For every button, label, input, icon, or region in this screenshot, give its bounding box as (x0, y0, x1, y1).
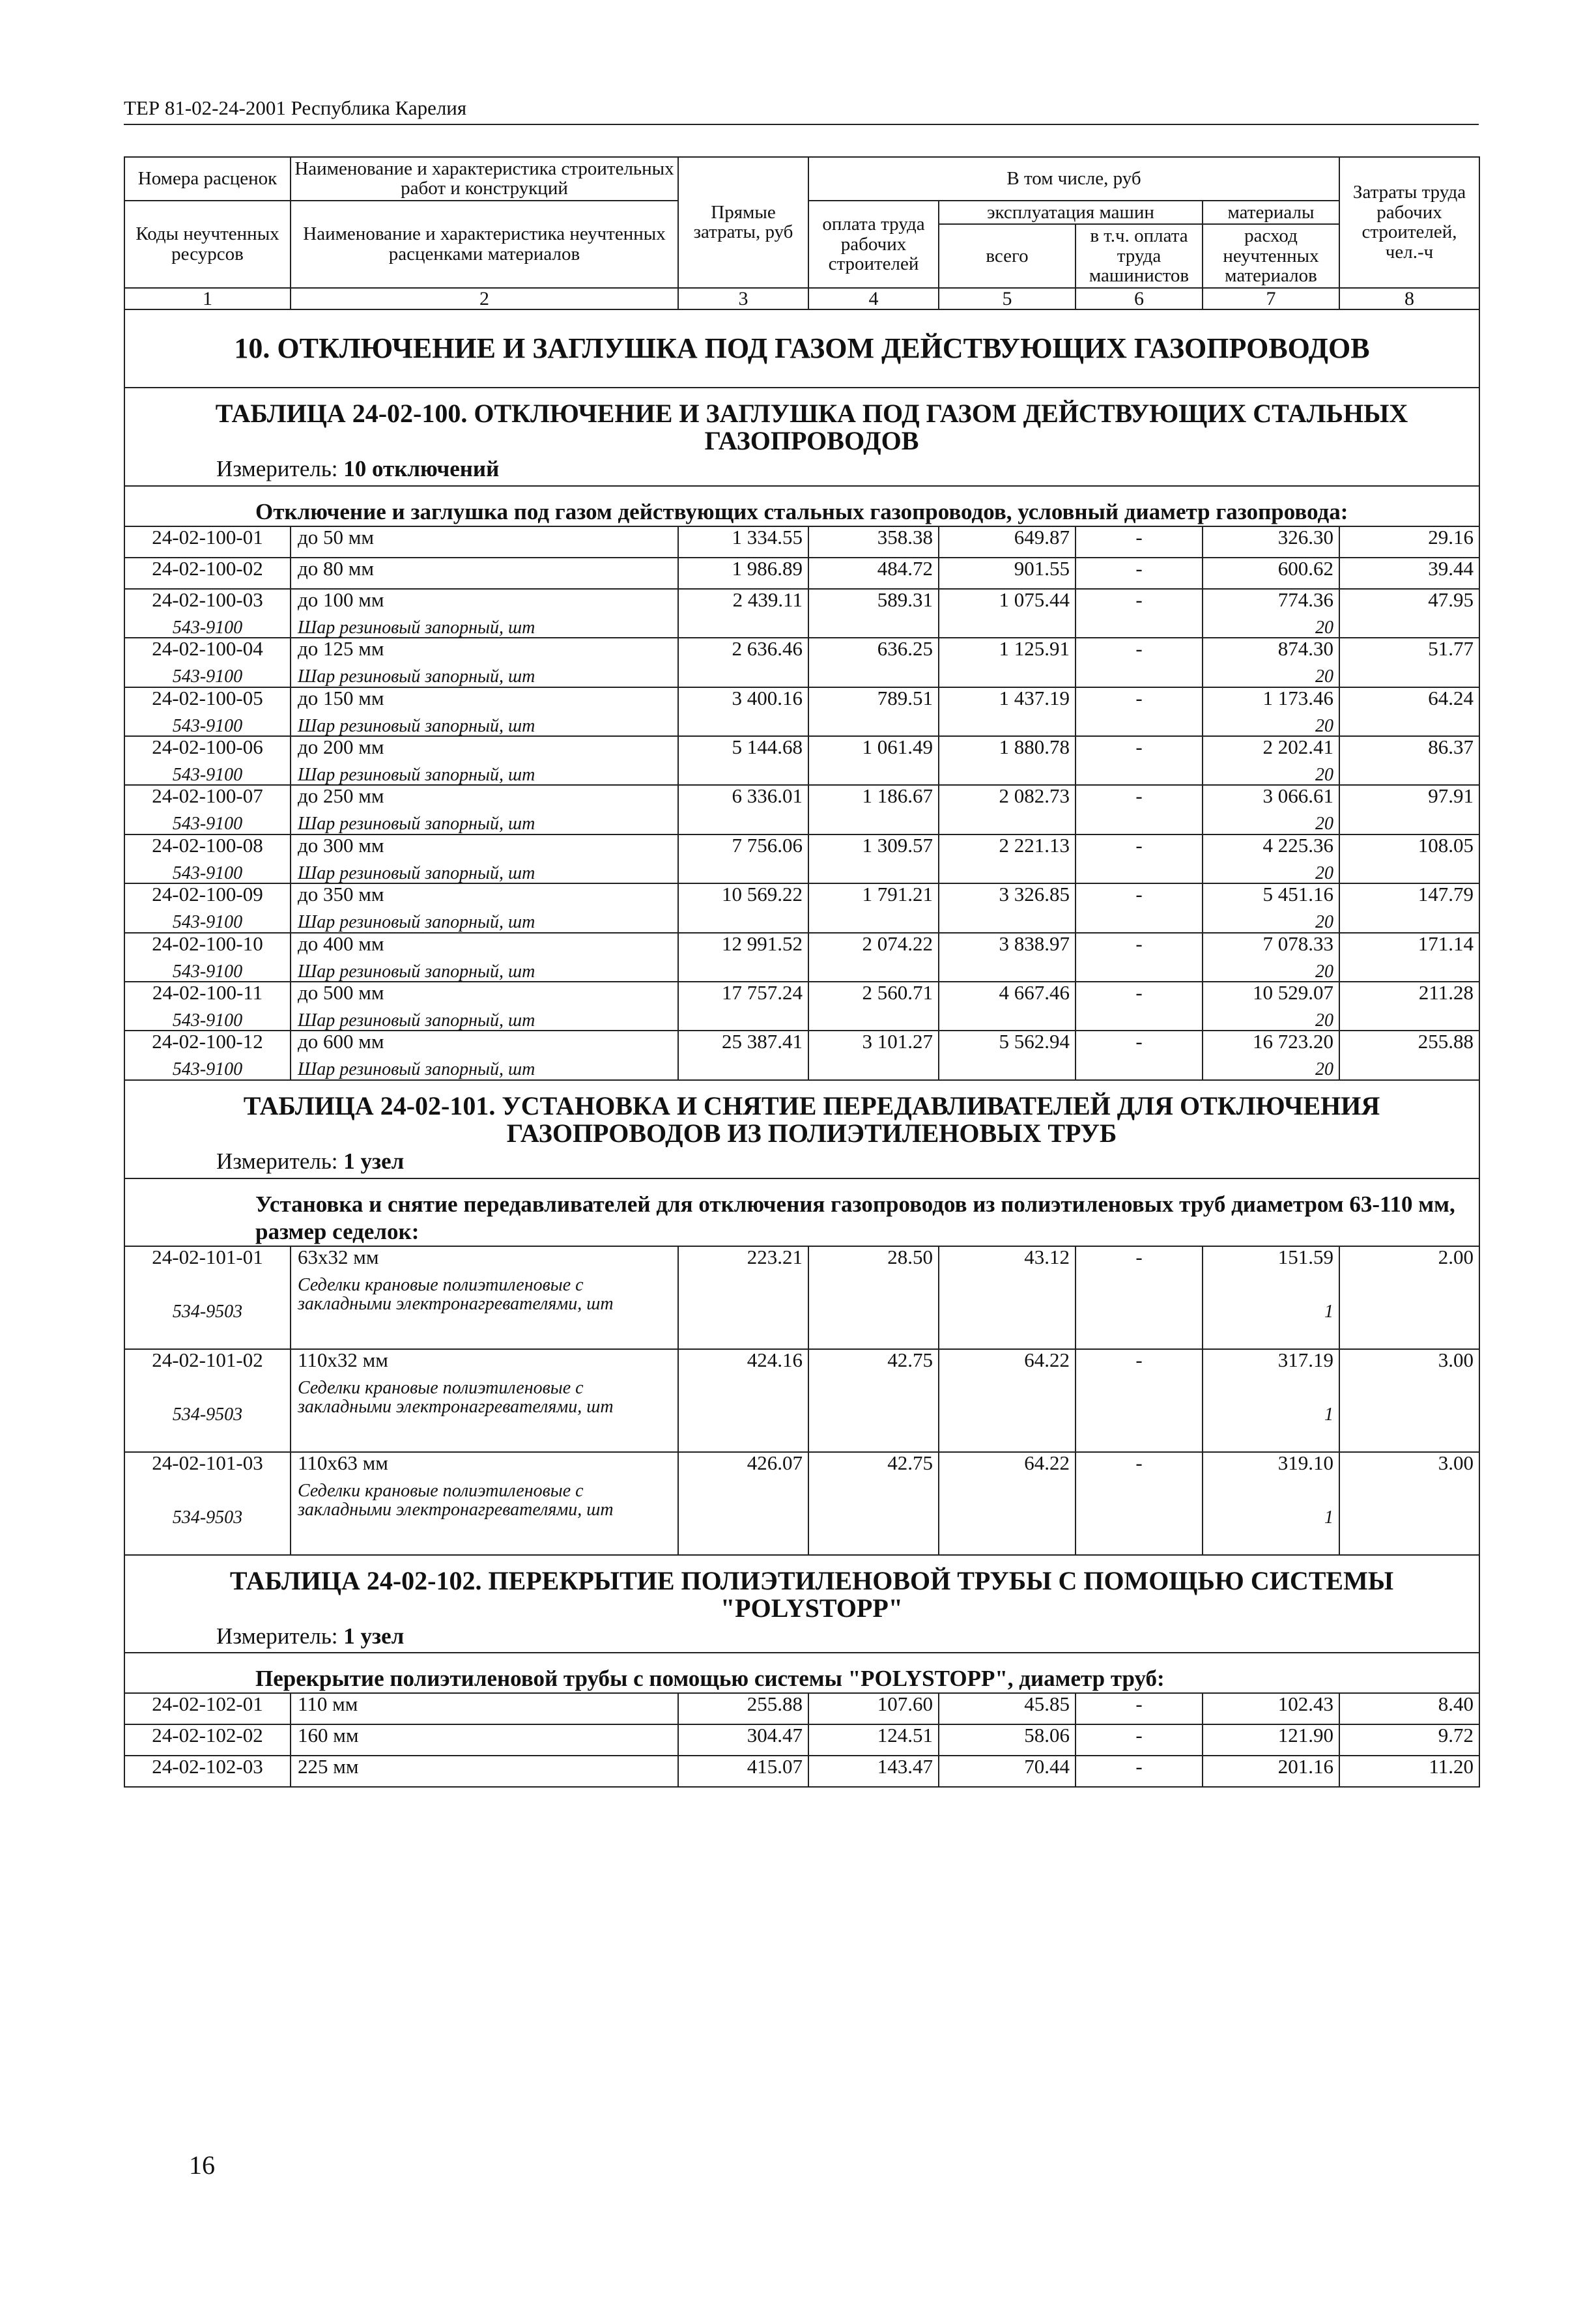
rate-code: 24-02-100-06 (124, 736, 291, 765)
meter-value: 1 узел (343, 1623, 405, 1649)
rate-code: 24-02-100-07 (124, 785, 291, 814)
resource-qty: 1 (1203, 1481, 1339, 1555)
column-number: 3 (678, 288, 808, 310)
resource-qty: 20 (1203, 864, 1339, 883)
materials-cost: 3 066.61 (1203, 785, 1339, 814)
labor-hours: 211.28 (1339, 982, 1479, 1031)
resource-qty: 20 (1203, 618, 1339, 638)
meter-row (124, 455, 1479, 486)
materials-cost: 1 173.46 (1203, 687, 1339, 717)
machinist-wages: - (1076, 1724, 1203, 1756)
table-title: ТАБЛИЦА 24-02-100. ОТКЛЮЧЕНИЕ И ЗАГЛУШКА ПОД ГАЗОМ ДЕЙСТВУЮЩИХ СТАЛЬНЫХ ГАЗОПРОВОДОВ (124, 388, 1479, 455)
group-title: Перекрытие полиэтиленовой трубы с помощью системы "POLYSTOPP", диаметр труб: (124, 1653, 1479, 1693)
work-name: до 80 мм (291, 558, 678, 589)
table-row (124, 1452, 1479, 1481)
meter (124, 1622, 1479, 1653)
machinist-wages: - (1076, 834, 1203, 883)
work-name: до 150 мм (291, 687, 678, 717)
resource-code: 543-9100 (124, 814, 291, 834)
labor-hours: 51.77 (1339, 638, 1479, 687)
section-row (124, 309, 1479, 388)
col-codes-top: Номера расценок (124, 157, 291, 201)
col-direct-costs: Прямые затраты, руб (678, 157, 808, 288)
wages: 2 560.71 (808, 982, 939, 1031)
resource-code: 543-9100 (124, 667, 291, 687)
labor-hours: 255.88 (1339, 1031, 1479, 1079)
materials-cost: 2 202.41 (1203, 736, 1339, 765)
column-number: 4 (808, 288, 939, 310)
wages: 636.25 (808, 638, 939, 687)
resource-code: 543-9100 (124, 962, 291, 982)
table-row (124, 736, 1479, 765)
resource-name: Шар резиновый запорный, шт (291, 667, 678, 687)
direct-cost: 415.07 (678, 1756, 808, 1787)
table-row (124, 834, 1479, 864)
work-name: до 200 мм (291, 736, 678, 765)
group-row (124, 486, 1479, 526)
rate-code: 24-02-102-03 (124, 1756, 291, 1787)
table-row (124, 1246, 1479, 1276)
labor-hours: 97.91 (1339, 785, 1479, 834)
meter-label: Измеритель: (216, 1148, 338, 1174)
resource-qty: 20 (1203, 765, 1339, 785)
machines-total: 64.22 (939, 1349, 1076, 1452)
rate-code: 24-02-100-02 (124, 558, 291, 589)
direct-cost: 426.07 (678, 1452, 808, 1555)
direct-cost: 7 756.06 (678, 834, 808, 883)
labor-hours: 3.00 (1339, 1349, 1479, 1452)
resource-name: Шар резиновый запорный, шт (291, 1011, 678, 1031)
col-material-use: расход неучтенных материалов (1203, 224, 1339, 287)
table-row (124, 1031, 1479, 1060)
machines-total: 45.85 (939, 1693, 1076, 1724)
meter-value: 10 отключений (343, 456, 500, 482)
work-name: 110x63 мм (291, 1452, 678, 1481)
rate-code: 24-02-100-03 (124, 589, 291, 618)
labor-hours: 2.00 (1339, 1246, 1479, 1349)
table-row (124, 1724, 1479, 1756)
table-row (124, 687, 1479, 717)
materials-cost: 317.19 (1203, 1349, 1339, 1378)
machinist-wages: - (1076, 982, 1203, 1031)
header-row (124, 157, 1479, 201)
work-name: 110 мм (291, 1693, 678, 1724)
materials-cost: 319.10 (1203, 1452, 1339, 1481)
wages: 484.72 (808, 558, 939, 589)
column-number: 2 (291, 288, 678, 310)
resource-code: 543-9100 (124, 913, 291, 932)
work-name: до 100 мм (291, 589, 678, 618)
col-materials: материалы (1203, 201, 1339, 224)
table-title-row (124, 388, 1479, 455)
work-name: до 350 мм (291, 883, 678, 913)
machinist-wages: - (1076, 558, 1203, 589)
col-codes-bottom: Коды неучтенных ресурсов (124, 201, 291, 288)
direct-cost: 1 986.89 (678, 558, 808, 589)
resource-qty: 20 (1203, 717, 1339, 736)
column-number: 1 (124, 288, 291, 310)
rate-code: 24-02-101-03 (124, 1452, 291, 1481)
materials-cost: 151.59 (1203, 1246, 1339, 1276)
col-wages: оплата труда рабочих строителей (808, 201, 939, 288)
meter-row (124, 1147, 1479, 1178)
direct-cost: 6 336.01 (678, 785, 808, 834)
materials-cost: 4 225.36 (1203, 834, 1339, 864)
rate-code: 24-02-100-12 (124, 1031, 291, 1060)
machinist-wages: - (1076, 1349, 1203, 1452)
group-title: Установка и снятие передавливателей для отключения газопроводов из полиэтиленовых труб диаметром 63-110 мм, размер седелок: (124, 1178, 1479, 1246)
rate-code: 24-02-100-11 (124, 982, 291, 1011)
direct-cost: 2 439.11 (678, 589, 808, 638)
machines-total: 58.06 (939, 1724, 1076, 1756)
group-title: Отключение и заглушка под газом действующих стальных газопроводов, условный диаметр газопровода: (124, 486, 1479, 526)
direct-cost: 304.47 (678, 1724, 808, 1756)
labor-hours: 171.14 (1339, 933, 1479, 982)
wages: 42.75 (808, 1452, 939, 1555)
machines-total: 2 221.13 (939, 834, 1076, 883)
direct-cost: 5 144.68 (678, 736, 808, 785)
labor-hours: 47.95 (1339, 589, 1479, 638)
wages: 124.51 (808, 1724, 939, 1756)
machinist-wages: - (1076, 1246, 1203, 1349)
work-name: 225 мм (291, 1756, 678, 1787)
machinist-wages: - (1076, 785, 1203, 834)
machines-total: 64.22 (939, 1452, 1076, 1555)
resource-name: Седелки крановые полиэтиленовые с закладными электронагревателями, шт (291, 1276, 678, 1349)
wages: 3 101.27 (808, 1031, 939, 1079)
resource-qty: 1 (1203, 1378, 1339, 1452)
direct-cost: 223.21 (678, 1246, 808, 1349)
resource-qty: 20 (1203, 913, 1339, 932)
direct-cost: 10 569.22 (678, 883, 808, 932)
wages: 789.51 (808, 687, 939, 736)
rate-code: 24-02-101-01 (124, 1246, 291, 1276)
column-number: 7 (1203, 288, 1339, 310)
labor-hours: 108.05 (1339, 834, 1479, 883)
meter-label: Измеритель: (216, 1623, 338, 1649)
labor-hours: 86.37 (1339, 736, 1479, 785)
wages: 143.47 (808, 1756, 939, 1787)
machinist-wages: - (1076, 638, 1203, 687)
materials-cost: 7 078.33 (1203, 933, 1339, 962)
resource-name: Седелки крановые полиэтиленовые с закладными электронагревателями, шт (291, 1481, 678, 1555)
rate-code: 24-02-102-02 (124, 1724, 291, 1756)
machines-total: 70.44 (939, 1756, 1076, 1787)
col-labor-hours: Затраты труда рабочих строителей, чел.-ч (1339, 157, 1479, 288)
col-group-label: В том числе, руб (808, 157, 1339, 201)
work-name: до 300 мм (291, 834, 678, 864)
materials-cost: 201.16 (1203, 1756, 1339, 1787)
meter (124, 455, 1479, 486)
wages: 1 791.21 (808, 883, 939, 932)
resource-name: Шар резиновый запорный, шт (291, 864, 678, 883)
labor-hours: 3.00 (1339, 1452, 1479, 1555)
machines-total: 901.55 (939, 558, 1076, 589)
rate-code: 24-02-101-02 (124, 1349, 291, 1378)
materials-cost: 5 451.16 (1203, 883, 1339, 913)
col-machines-total: всего (939, 224, 1076, 287)
wages: 1 061.49 (808, 736, 939, 785)
rate-code: 24-02-100-05 (124, 687, 291, 717)
labor-hours: 11.20 (1339, 1756, 1479, 1787)
labor-hours: 9.72 (1339, 1724, 1479, 1756)
rate-code: 24-02-100-09 (124, 883, 291, 913)
materials-cost: 874.30 (1203, 638, 1339, 667)
machinist-wages: - (1076, 1693, 1203, 1724)
materials-cost: 102.43 (1203, 1693, 1339, 1724)
page-number: 16 (189, 2150, 215, 2180)
table-row (124, 589, 1479, 618)
machinist-wages: - (1076, 1756, 1203, 1787)
column-number: 5 (939, 288, 1076, 310)
table-title-row (124, 1555, 1479, 1622)
wages: 28.50 (808, 1246, 939, 1349)
table-row (124, 883, 1479, 913)
table-row (124, 1756, 1479, 1787)
work-name: до 125 мм (291, 638, 678, 667)
machines-total: 1 437.19 (939, 687, 1076, 736)
table-body (124, 157, 1479, 1787)
work-name: 160 мм (291, 1724, 678, 1756)
machinist-wages: - (1076, 933, 1203, 982)
resource-name: Шар резиновый запорный, шт (291, 765, 678, 785)
machines-total: 1 125.91 (939, 638, 1076, 687)
materials-cost: 600.62 (1203, 558, 1339, 589)
table-title-row (124, 1080, 1479, 1147)
col-name-bottom: Наименование и характеристика неучтенных расценками материалов (291, 201, 678, 288)
resource-name: Шар резиновый запорный, шт (291, 1060, 678, 1079)
table-row (124, 1349, 1479, 1378)
machinist-wages: - (1076, 589, 1203, 638)
resource-qty: 20 (1203, 1011, 1339, 1031)
meter-value: 1 узел (343, 1148, 405, 1174)
col-machinist-wages: в т.ч. оплата труда машинистов (1076, 224, 1203, 287)
table-row (124, 785, 1479, 814)
wages: 42.75 (808, 1349, 939, 1452)
direct-cost: 1 334.55 (678, 526, 808, 558)
machines-total: 5 562.94 (939, 1031, 1076, 1079)
resource-code: 543-9100 (124, 1011, 291, 1031)
work-name: 110x32 мм (291, 1349, 678, 1378)
materials-cost: 10 529.07 (1203, 982, 1339, 1011)
resource-name: Шар резиновый запорный, шт (291, 962, 678, 982)
resource-name: Шар резиновый запорный, шт (291, 717, 678, 736)
machines-total: 3 838.97 (939, 933, 1076, 982)
table-row (124, 933, 1479, 962)
table-row (124, 982, 1479, 1011)
materials-cost: 16 723.20 (1203, 1031, 1339, 1060)
labor-hours: 39.44 (1339, 558, 1479, 589)
wages: 2 074.22 (808, 933, 939, 982)
table-title: ТАБЛИЦА 24-02-101. УСТАНОВКА И СНЯТИЕ ПЕРЕДАВЛИВАТЕЛЕЙ ДЛЯ ОТКЛЮЧЕНИЯ ГАЗОПРОВОДОВ ИЗ ПОЛИЭТИЛЕНОВЫХ ТРУБ (124, 1080, 1479, 1147)
labor-hours: 147.79 (1339, 883, 1479, 932)
resource-qty: 20 (1203, 667, 1339, 687)
resource-code: 534-9503 (124, 1276, 291, 1349)
machines-total: 4 667.46 (939, 982, 1076, 1031)
direct-cost: 2 636.46 (678, 638, 808, 687)
resource-qty: 1 (1203, 1276, 1339, 1349)
meter (124, 1147, 1479, 1178)
rate-code: 24-02-100-10 (124, 933, 291, 962)
machines-total: 43.12 (939, 1246, 1076, 1349)
labor-hours: 8.40 (1339, 1693, 1479, 1724)
wages: 1 309.57 (808, 834, 939, 883)
wages: 589.31 (808, 589, 939, 638)
resource-code: 543-9100 (124, 864, 291, 883)
wages: 1 186.67 (808, 785, 939, 834)
column-number: 8 (1339, 288, 1479, 310)
labor-hours: 29.16 (1339, 526, 1479, 558)
resource-name: Седелки крановые полиэтиленовые с закладными электронагревателями, шт (291, 1378, 678, 1452)
machinist-wages: - (1076, 687, 1203, 736)
machinist-wages: - (1076, 1452, 1203, 1555)
materials-cost: 774.36 (1203, 589, 1339, 618)
wages: 358.38 (808, 526, 939, 558)
table-title: ТАБЛИЦА 24-02-102. ПЕРЕКРЫТИЕ ПОЛИЭТИЛЕНОВОЙ ТРУБЫ С ПОМОЩЬЮ СИСТЕМЫ "POLYSTOPP" (124, 1555, 1479, 1622)
work-name: до 250 мм (291, 785, 678, 814)
materials-cost: 326.30 (1203, 526, 1339, 558)
resource-qty: 20 (1203, 962, 1339, 982)
table-row (124, 558, 1479, 589)
resource-name: Шар резиновый запорный, шт (291, 814, 678, 834)
rate-code: 24-02-102-01 (124, 1693, 291, 1724)
machines-total: 649.87 (939, 526, 1076, 558)
page-header: ТЕР 81-02-24-2001 Республика Карелия (124, 96, 467, 119)
section-title: 10. ОТКЛЮЧЕНИЕ И ЗАГЛУШКА ПОД ГАЗОМ ДЕЙСТВУЮЩИХ ГАЗОПРОВОДОВ (124, 309, 1479, 388)
machinist-wages: - (1076, 883, 1203, 932)
machinist-wages: - (1076, 526, 1203, 558)
direct-cost: 25 387.41 (678, 1031, 808, 1079)
machines-total: 1 880.78 (939, 736, 1076, 785)
machines-total: 2 082.73 (939, 785, 1076, 834)
meter-row (124, 1622, 1479, 1653)
direct-cost: 12 991.52 (678, 933, 808, 982)
resource-code: 543-9100 (124, 717, 291, 736)
work-name: до 500 мм (291, 982, 678, 1011)
resource-code: 543-9100 (124, 618, 291, 638)
work-name: до 600 мм (291, 1031, 678, 1060)
table-row (124, 1693, 1479, 1724)
meter-label: Измеритель: (216, 456, 338, 482)
resource-code: 543-9100 (124, 1060, 291, 1079)
work-name: до 50 мм (291, 526, 678, 558)
direct-cost: 255.88 (678, 1693, 808, 1724)
table-row (124, 638, 1479, 667)
resource-code: 534-9503 (124, 1481, 291, 1555)
rates-table (124, 156, 1480, 1788)
column-number-row (124, 288, 1479, 310)
machinist-wages: - (1076, 736, 1203, 785)
rate-code: 24-02-100-08 (124, 834, 291, 864)
header-rule (124, 124, 1479, 125)
wages: 107.60 (808, 1693, 939, 1724)
labor-hours: 64.24 (1339, 687, 1479, 736)
col-name-top: Наименование и характеристика строительных работ и конструкций (291, 157, 678, 201)
resource-code: 534-9503 (124, 1378, 291, 1452)
direct-cost: 3 400.16 (678, 687, 808, 736)
rate-code: 24-02-100-04 (124, 638, 291, 667)
machines-total: 3 326.85 (939, 883, 1076, 932)
direct-cost: 17 757.24 (678, 982, 808, 1031)
resource-name: Шар резиновый запорный, шт (291, 618, 678, 638)
column-number: 6 (1076, 288, 1203, 310)
work-name: 63x32 мм (291, 1246, 678, 1276)
resource-qty: 20 (1203, 814, 1339, 834)
resource-name: Шар резиновый запорный, шт (291, 913, 678, 932)
rate-code: 24-02-100-01 (124, 526, 291, 558)
work-name: до 400 мм (291, 933, 678, 962)
resource-code: 543-9100 (124, 765, 291, 785)
machinist-wages: - (1076, 1031, 1203, 1079)
resource-qty: 20 (1203, 1060, 1339, 1079)
materials-cost: 121.90 (1203, 1724, 1339, 1756)
machines-total: 1 075.44 (939, 589, 1076, 638)
group-row (124, 1178, 1479, 1246)
col-machines: эксплуатация машин (939, 201, 1203, 224)
group-row (124, 1653, 1479, 1693)
direct-cost: 424.16 (678, 1349, 808, 1452)
table-row (124, 526, 1479, 558)
